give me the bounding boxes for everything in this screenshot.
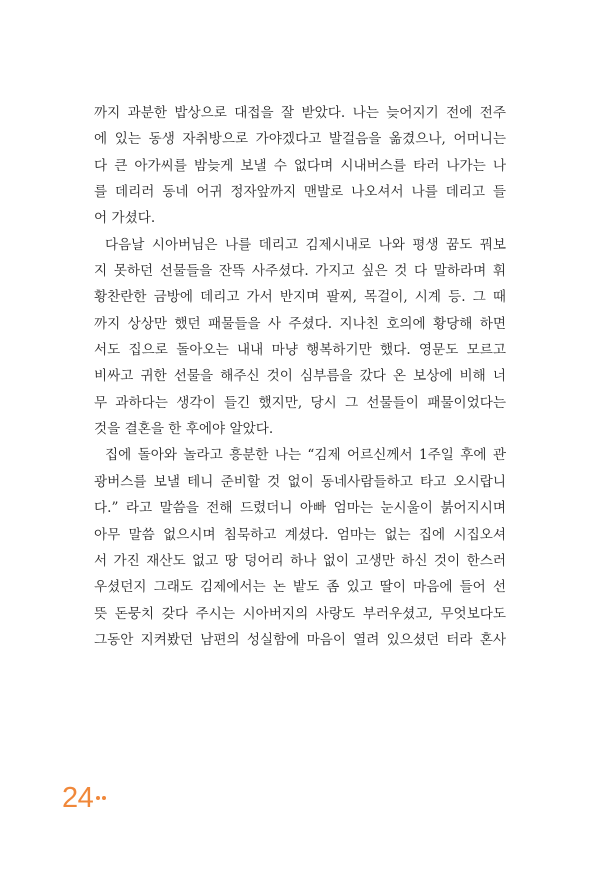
text-line: 에 있는 동생 자취방으로 가야겠다고 발걸음을 옮겼으나, 어머니는 <box>94 131 506 148</box>
text-line: 어 가셨다. <box>94 210 156 227</box>
body-text <box>94 100 506 653</box>
text-line: 집에 돌아와 놀라고 흥분한 나는 “김제 어르신께서 1주일 후에 관 <box>105 447 506 464</box>
folio <box>62 782 106 822</box>
text-line: 비싸고 귀한 선물을 해주신 것이 심부름을 갔다 온 보상에 비해 너 <box>94 368 506 385</box>
text-line: 다 큰 아가씨를 밤늦게 보낼 수 없다며 시내버스를 타러 나가는 나 <box>94 157 506 174</box>
text-line: 까지 과분한 밥상으로 대접을 잘 받았다. 나는 늦어지기 전에 전주 <box>94 105 506 121</box>
text-line: 그동안 지켜봤던 남편의 성실함에 마음이 열려 있으셨던 터라 혼사 <box>94 631 506 648</box>
text-line: 것을 결혼을 한 후에야 알았다. <box>94 421 274 438</box>
text-line: 우셨던지 그래도 김제에서는 논 밭도 좀 있고 딸이 마음에 들어 선 <box>94 579 506 596</box>
text-line: 를 데리러 동네 어귀 정자앞까지 맨발로 나오셔서 나를 데리고 들 <box>94 184 506 201</box>
text-line: 다음날 시아버님은 나를 데리고 김제시내로 나와 평생 꿈도 꿔보 <box>105 236 506 253</box>
text-line: 광버스를 보낼 테니 준비할 것 없이 동네사람들하고 타고 오시랍니 <box>94 473 506 490</box>
text-line: 무 과하다는 생각이 들긴 했지만, 당시 그 선물들이 패물이었다는 <box>94 394 506 411</box>
text-line: 아무 말씀 없으시며 침묵하고 계셨다. 엄마는 없는 집에 시집오셔 <box>94 526 506 543</box>
text-line: 다.” 라고 말씀을 전해 드렸더니 아빠 엄마는 눈시울이 붉어지시며 <box>94 500 506 517</box>
text-line: 까지 상상만 했던 패물들을 사 주셨다. 지나친 호의에 황당해 하면 <box>94 315 506 332</box>
folio-ornament <box>96 796 106 800</box>
page-number: 24 <box>62 782 94 814</box>
text-line: 뜻 돈뭉치 갖다 주시는 시아버지의 사랑도 부러우셨고, 무엇보다도 <box>94 605 506 622</box>
text-line: 지 못하던 선물들을 잔뜩 사주셨다. 가지고 싶은 것 다 말하라며 휘 <box>94 263 506 280</box>
text-line: 서도 집으로 돌아오는 내내 마냥 행복하기만 했다. 영문도 모르고 <box>94 342 506 359</box>
ornament-dot <box>102 796 106 800</box>
ornament-dot <box>96 796 100 800</box>
text-line: 황찬란한 금방에 데리고 가서 반지며 팔찌, 목걸이, 시계 등. 그 때 <box>94 289 506 306</box>
text-line: 서 가진 재산도 없고 땅 덩어리 하나 없이 고생만 하신 것이 한스러 <box>94 552 506 569</box>
